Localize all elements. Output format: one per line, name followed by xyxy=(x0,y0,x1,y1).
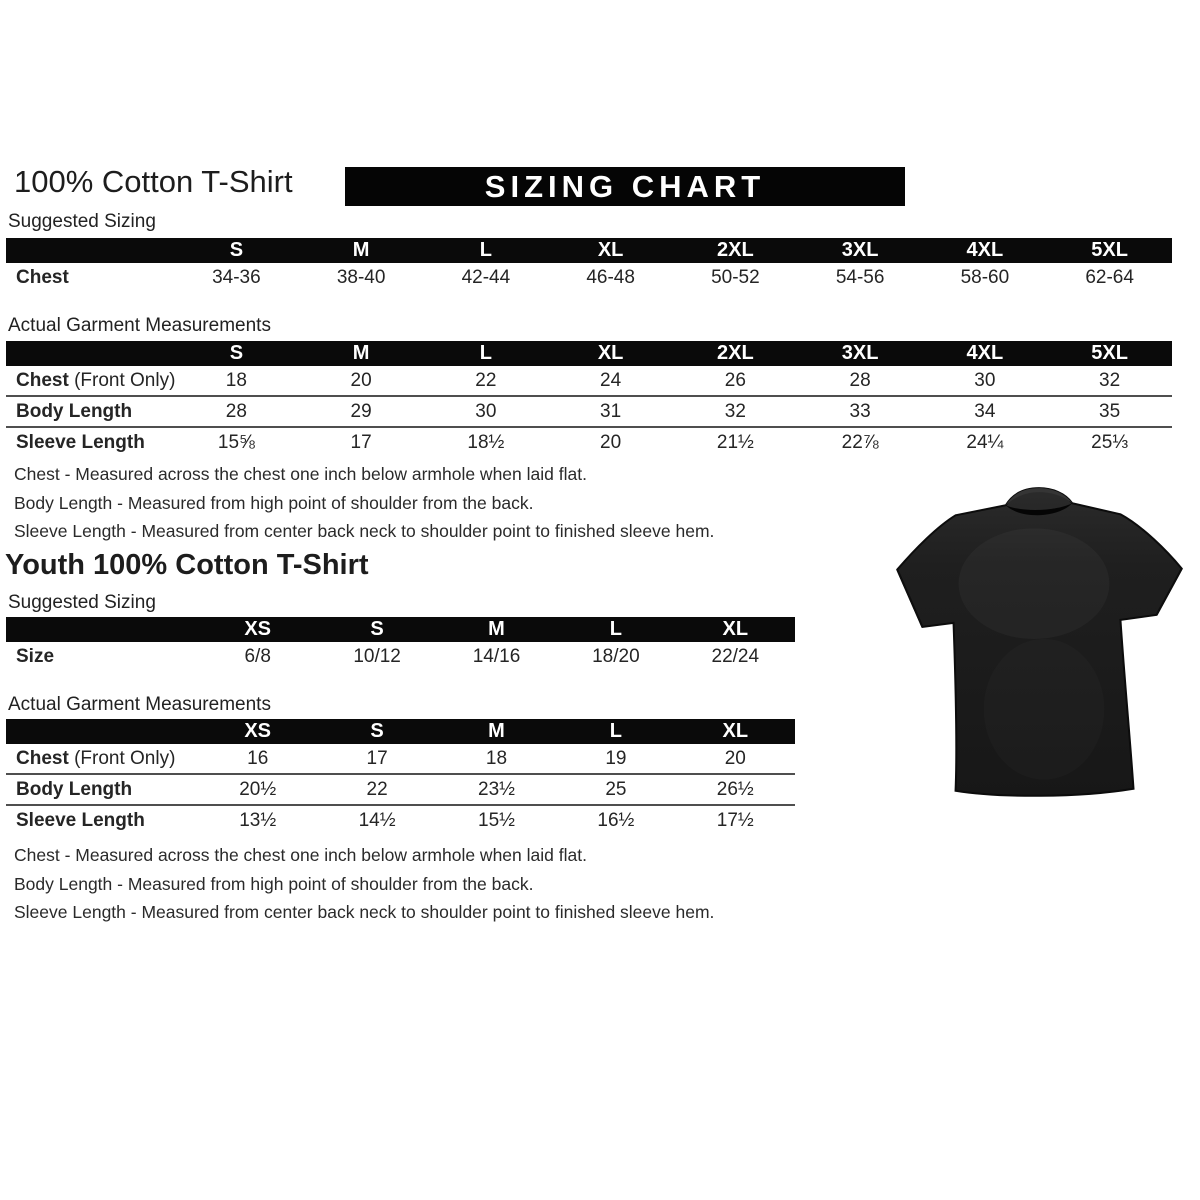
size-column-header: S xyxy=(229,239,244,261)
table-row xyxy=(6,744,795,773)
note-sleeve-length: Sleeve Length - Measured from center back neck to shoulder point to finished sleeve hem. xyxy=(14,902,715,922)
measurement-value: 17½ xyxy=(716,809,754,831)
measurement-value: 54-56 xyxy=(835,266,885,288)
measurement-value: 29 xyxy=(350,400,372,422)
measurement-value: 50-52 xyxy=(711,266,760,288)
measurement-value: 13½ xyxy=(239,809,277,831)
table-row xyxy=(6,642,795,671)
size-column-header: 2XL xyxy=(717,342,754,364)
row-label xyxy=(6,370,174,392)
measurement-value: 26 xyxy=(724,369,746,391)
sizing-chart-banner xyxy=(345,167,905,206)
measurement-value: 15½ xyxy=(478,809,515,831)
youth-suggested-sizing-label: Suggested Sizing xyxy=(8,592,156,613)
note-chest: Chest - Measured across the chest one inch below armhole when laid flat. xyxy=(14,464,587,484)
sizing-chart-banner-text: SIZING CHART xyxy=(484,168,766,204)
table-row xyxy=(6,773,795,804)
youth-section-title: Youth 100% Cotton T-Shirt xyxy=(5,549,369,581)
row-label xyxy=(6,646,198,668)
size-column-header: L xyxy=(609,618,622,640)
measurement-value: 16 xyxy=(247,747,269,769)
size-column-header: M xyxy=(352,239,370,261)
row-label-text: Sleeve Length xyxy=(16,431,145,453)
measurement-value: 21½ xyxy=(716,431,754,453)
size-column-header: XL xyxy=(722,618,749,640)
size-column-header: XL xyxy=(597,239,624,261)
size-column-header: XS xyxy=(244,618,272,640)
row-label-text: Sleeve Length xyxy=(16,809,145,831)
row-label-text: Body Length xyxy=(16,400,133,422)
row-label-text: Body Length xyxy=(16,778,133,800)
row-label-suffix: (Front Only) xyxy=(68,369,176,391)
youth-actual-measurements-label: Actual Garment Measurements xyxy=(8,694,271,715)
table-header-row xyxy=(6,617,795,642)
size-column-header: 2XL xyxy=(717,239,754,261)
measurement-value: 32 xyxy=(1099,369,1121,391)
size-column-header: L xyxy=(479,342,492,364)
youth-actual-measurements-table xyxy=(6,719,795,835)
measurement-value: 18 xyxy=(485,747,508,769)
measurement-value: 46-48 xyxy=(586,266,635,288)
measurement-value: 24¼ xyxy=(966,431,1004,453)
table-header-row xyxy=(6,341,1172,366)
note-chest: Chest - Measured across the chest one inch below armhole when laid flat. xyxy=(14,845,587,865)
measurement-value: 31 xyxy=(600,400,622,422)
measurement-value: 22 xyxy=(475,369,497,391)
size-column-header: XL xyxy=(722,720,749,742)
measurement-value: 18 xyxy=(225,369,247,391)
row-label xyxy=(6,748,198,770)
adult-suggested-sizing-label: Suggested Sizing xyxy=(8,211,156,232)
measurement-value: 34-36 xyxy=(212,266,261,288)
note-body-length: Body Length - Measured from high point of shoulder from the back. xyxy=(14,492,534,513)
measurement-value: 14½ xyxy=(358,809,396,831)
measurement-value: 24 xyxy=(600,369,622,391)
measurement-value: 18½ xyxy=(467,431,505,453)
table-row xyxy=(6,804,795,835)
measurement-value: 28 xyxy=(225,400,247,422)
tshirt-highlight xyxy=(959,528,1110,639)
measurement-value: 62-64 xyxy=(1085,266,1134,288)
note-sleeve-length: Sleeve Length - Measured from center back neck to shoulder point to finished sleeve hem. xyxy=(14,521,715,541)
tshirt-highlight xyxy=(984,639,1105,780)
row-label xyxy=(6,810,198,832)
row-label-text: Chest xyxy=(16,747,69,769)
measurement-value: 25⅓ xyxy=(1091,431,1129,453)
measurement-value: 20½ xyxy=(239,778,277,800)
adult-actual-measurements-label: Actual Garment Measurements xyxy=(8,315,271,336)
size-column-header: XL xyxy=(597,342,624,364)
measurement-value: 22/24 xyxy=(711,645,760,667)
measurement-value: 14/16 xyxy=(472,645,521,667)
measurement-value: 20 xyxy=(350,369,372,391)
size-column-header: S xyxy=(229,342,244,364)
size-column-header: L xyxy=(609,720,622,742)
table-row xyxy=(6,263,1172,292)
measurement-value: 6/8 xyxy=(244,645,271,667)
table-header-row xyxy=(6,238,1172,263)
size-column-header: M xyxy=(352,342,370,364)
row-label xyxy=(6,401,174,423)
row-label-text: Chest xyxy=(16,369,69,391)
row-label-text: Chest xyxy=(16,266,69,288)
size-column-header: 5XL xyxy=(1091,342,1128,364)
measurement-value: 42-44 xyxy=(461,266,511,288)
size-column-header: 5XL xyxy=(1091,239,1128,261)
table-header-row xyxy=(6,719,795,744)
tshirt-image xyxy=(883,458,1195,838)
measurement-value: 30 xyxy=(974,369,996,391)
size-column-header: S xyxy=(370,720,384,742)
measurement-value: 10/12 xyxy=(353,645,401,667)
youth-suggested-sizing-table xyxy=(6,617,795,671)
table-row xyxy=(6,426,1172,457)
measurement-value: 22⅞ xyxy=(841,431,879,453)
measurement-value: 32 xyxy=(724,400,746,422)
size-column-header: 4XL xyxy=(966,239,1004,261)
note-body-length: Body Length - Measured from high point of shoulder from the back. xyxy=(14,873,534,894)
row-label-suffix: (Front Only) xyxy=(68,747,176,769)
size-column-header: S xyxy=(370,618,384,640)
adult-suggested-sizing-table xyxy=(6,238,1172,292)
size-column-header: M xyxy=(488,618,505,640)
measurement-value: 25 xyxy=(605,778,627,800)
adult-measurement-notes xyxy=(14,460,804,546)
size-column-header: 3XL xyxy=(841,239,879,261)
measurement-value: 30 xyxy=(475,400,497,422)
row-label xyxy=(6,267,174,289)
measurement-value: 35 xyxy=(1099,400,1121,422)
measurement-value: 18/20 xyxy=(592,645,640,667)
row-label-text: Size xyxy=(16,645,55,667)
measurement-value: 26½ xyxy=(716,778,754,800)
size-column-header: 3XL xyxy=(841,342,879,364)
measurement-value: 34 xyxy=(974,400,996,422)
page-title: 100% Cotton T-Shirt xyxy=(14,164,293,199)
adult-actual-measurements-table xyxy=(6,341,1172,457)
size-column-header: 4XL xyxy=(966,342,1004,364)
size-column-header: M xyxy=(488,720,505,742)
measurement-value: 15⅝ xyxy=(217,431,255,453)
measurement-value: 33 xyxy=(849,400,871,422)
measurement-value: 22 xyxy=(366,778,388,800)
measurement-value: 28 xyxy=(849,369,871,391)
measurement-value: 17 xyxy=(366,747,388,769)
size-column-header: L xyxy=(479,239,492,261)
measurement-value: 20 xyxy=(724,747,746,769)
measurement-value: 23½ xyxy=(478,778,515,800)
measurement-value: 17 xyxy=(350,431,372,453)
row-label xyxy=(6,432,174,454)
row-label xyxy=(6,779,198,801)
measurement-value: 38-40 xyxy=(336,266,386,288)
youth-measurement-notes xyxy=(14,841,804,927)
size-column-header: XS xyxy=(244,720,272,742)
measurement-value: 16½ xyxy=(597,809,635,831)
measurement-value: 58-60 xyxy=(960,266,1010,288)
table-row xyxy=(6,366,1172,395)
measurement-value: 19 xyxy=(605,747,627,769)
measurement-value: 20 xyxy=(600,431,622,453)
table-row xyxy=(6,395,1172,426)
